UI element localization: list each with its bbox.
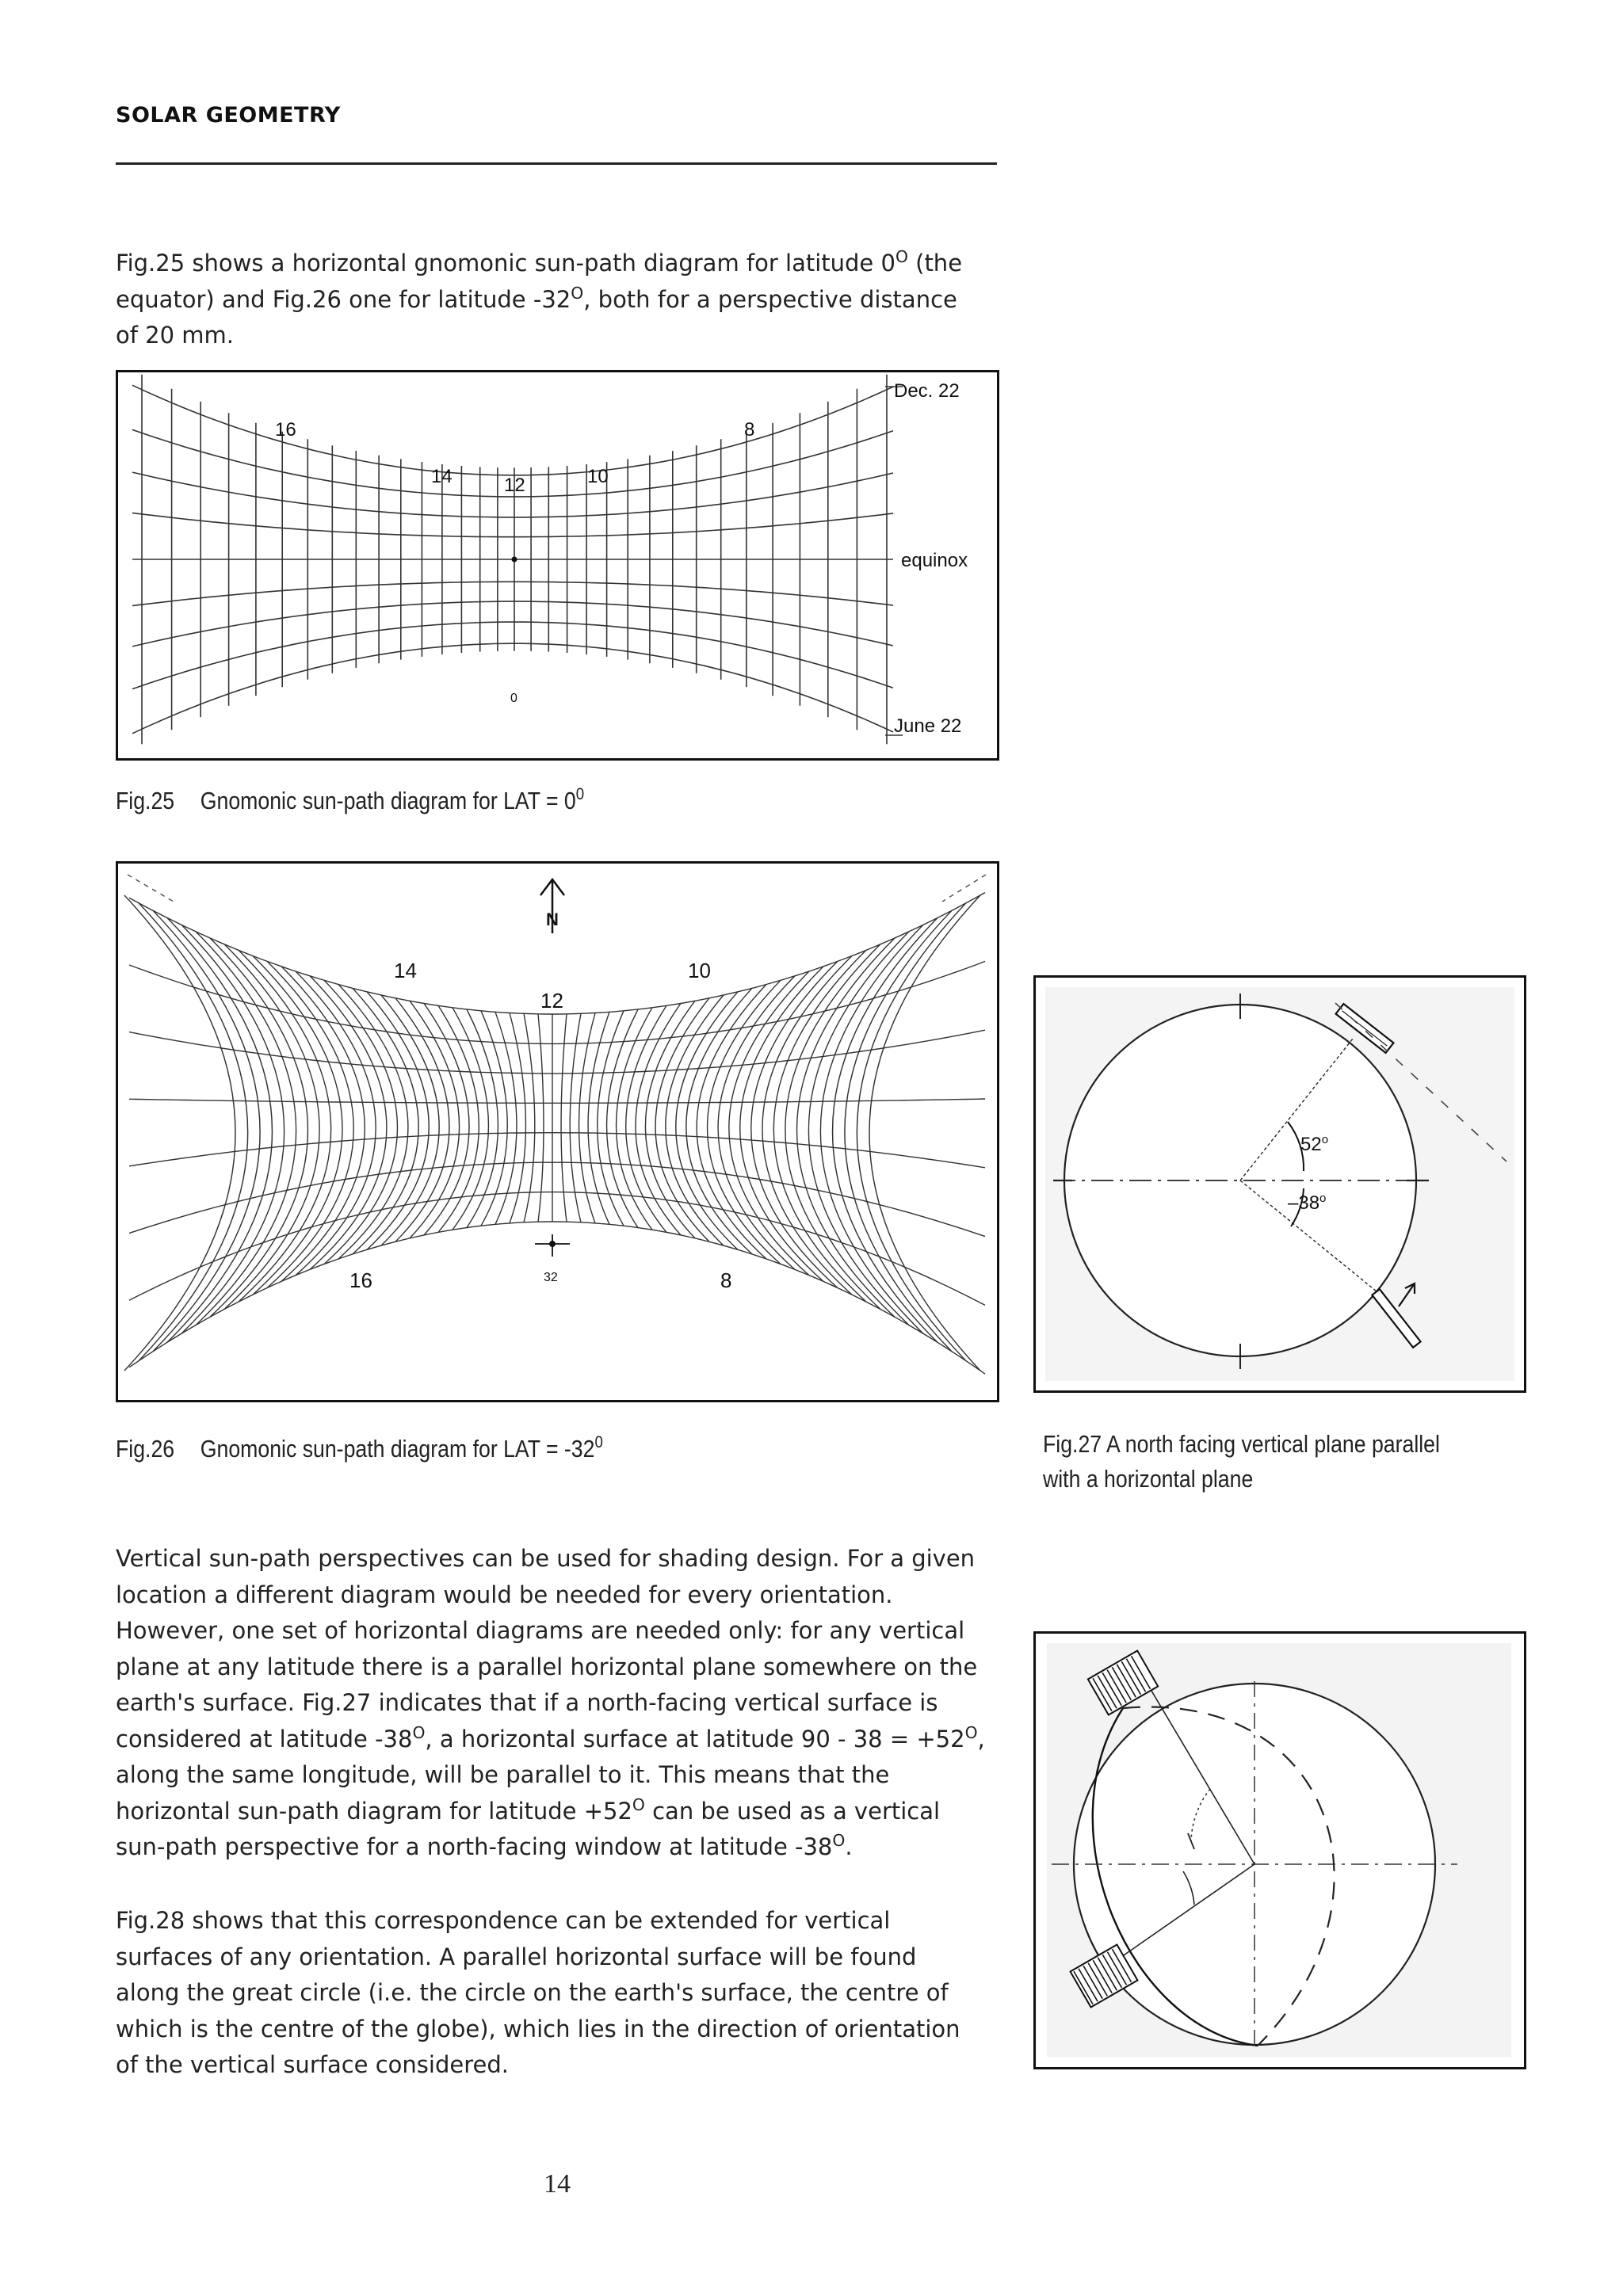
figure-26 <box>116 861 999 1402</box>
fig27-angle-38: –38$^o$ <box>1288 1192 1327 1214</box>
fig26-hour-line <box>510 1013 525 1223</box>
fig25-date-line <box>132 601 893 646</box>
fig26-caption: Fig.26 Gnomonic sun-path diagram for LAT = $-32^0$ <box>116 1432 603 1463</box>
body-paragraph-1: Vertical sun-path perspectives can be used for shading design. For a given location a different diagram would be needed for every orientation. However, one set of horizontal diagrams are needed only: for any vertical plane at any latitude there is a parallel horizontal plane somewhere on the earth's surface. Fig.27 indicates that if a north-facing vertical surface is considered at latitude $-38^O$, a horizontal surface at latitude $90 - 38 = +52^O$, along the same longitude, will be parallel to it. This means that the horizontal sun-path diagram for latitude $+52^O$ can be used as a vertical sun-path perspective for a north-facing window at latitude $-38^O$. <box>116 1545 985 1860</box>
fig25-diagram <box>118 372 997 758</box>
fig25-center-label: 0 <box>510 692 517 705</box>
fig28-diagram <box>1036 1634 1524 2067</box>
fig27-caption: Fig.27 A north facing vertical plane parallel with a horizontal plane <box>1043 1430 1440 1493</box>
fig25-caption: Fig.25 Gnomonic sun-path diagram for LAT = $0^0$ <box>116 784 585 814</box>
fig26-center-label: 32 <box>544 1271 558 1284</box>
fig25-date-line <box>132 643 893 734</box>
fig26-hour-line <box>797 938 895 1317</box>
fig25-date-line <box>132 622 893 689</box>
fig26-hour-line <box>253 956 342 1295</box>
fig26-hour-line <box>153 910 260 1352</box>
fig26-dashed-right <box>942 875 986 902</box>
fig26-hour-line <box>845 910 952 1352</box>
fig25-date-line <box>132 513 893 536</box>
figure-27 <box>1033 975 1526 1393</box>
fig26-hour-line <box>561 1014 567 1222</box>
fig26-hour-line <box>239 950 331 1302</box>
fig26-dashed-left <box>128 875 174 902</box>
fig26-hour-label-16: 16 <box>349 1268 372 1292</box>
fig25-hour-label-12: 12 <box>504 475 525 496</box>
fig26-center-dot <box>549 1241 556 1247</box>
fig26-hour-line <box>424 1004 469 1235</box>
fig25-date-line <box>132 582 893 605</box>
fig26-date-line <box>129 1162 985 1236</box>
fig26-hour-line <box>167 918 272 1343</box>
fig26-hour-line <box>579 1013 595 1223</box>
intro-paragraph <box>116 246 1011 354</box>
intro-line-2: equator) and Fig.26 one for latitude $-32^O$, both for a perspective distance <box>116 283 957 313</box>
body-paragraph-2: Fig.28 shows that this correspondence can be extended for vertical surfaces of any orientation. A parallel horizontal surface will be found along the great circle (i.e. the circle on the earth's surface, the centre of which is the centre of the globe), which lies in the direction of orientation of the vertical surface considered. <box>116 1907 960 2078</box>
fig27-diagram <box>1036 978 1524 1390</box>
fig25-grid <box>132 375 903 744</box>
fig25-hour-label-16: 16 <box>275 419 296 441</box>
intro-line-3: of 20 mm. <box>116 322 235 349</box>
page-number: 14 <box>544 2169 571 2199</box>
fig26-hour-label-8: 8 <box>720 1268 732 1292</box>
fig25-date-june22: June 22 <box>894 715 962 737</box>
intro-line-1: Fig.25 shows a horizontal gnomonic sun-path diagram for latitude $0^O$ (the <box>116 246 963 277</box>
fig26-hour-label-10: 10 <box>688 959 711 982</box>
fig26-hour-label-12: 12 <box>540 989 563 1013</box>
fig25-hour-label-8: 8 <box>744 419 755 441</box>
fig25-date-equinox: equinox <box>901 550 968 571</box>
figure-25 <box>116 370 999 761</box>
fig25-date-line <box>132 385 893 475</box>
fig25-hour-label-14: 14 <box>431 466 453 487</box>
fig26-north-label: N <box>546 910 559 929</box>
fig26-hour-line <box>636 1004 681 1235</box>
fig25-center-dot <box>512 557 517 563</box>
fig25-date-dec22: Dec. 22 <box>894 380 960 402</box>
fig26-hour-line <box>762 956 852 1295</box>
running-header: SOLAR GEOMETRY <box>116 103 341 128</box>
figure-28 <box>1033 1631 1526 2069</box>
fig26-hour-label-14: 14 <box>394 959 417 982</box>
fig26-hour-line <box>538 1014 544 1222</box>
north-arrow-icon <box>540 879 564 933</box>
fig26-hour-line <box>210 938 307 1317</box>
fig26-diagram <box>118 864 997 1400</box>
header-rule <box>116 162 997 165</box>
fig26-grid <box>124 893 985 1375</box>
fig26-hour-line <box>833 918 938 1343</box>
fig25-hour-label-10: 10 <box>587 466 609 487</box>
fig27-angle-52: 52$^o$ <box>1300 1133 1329 1155</box>
fig26-hour-line <box>773 950 866 1302</box>
